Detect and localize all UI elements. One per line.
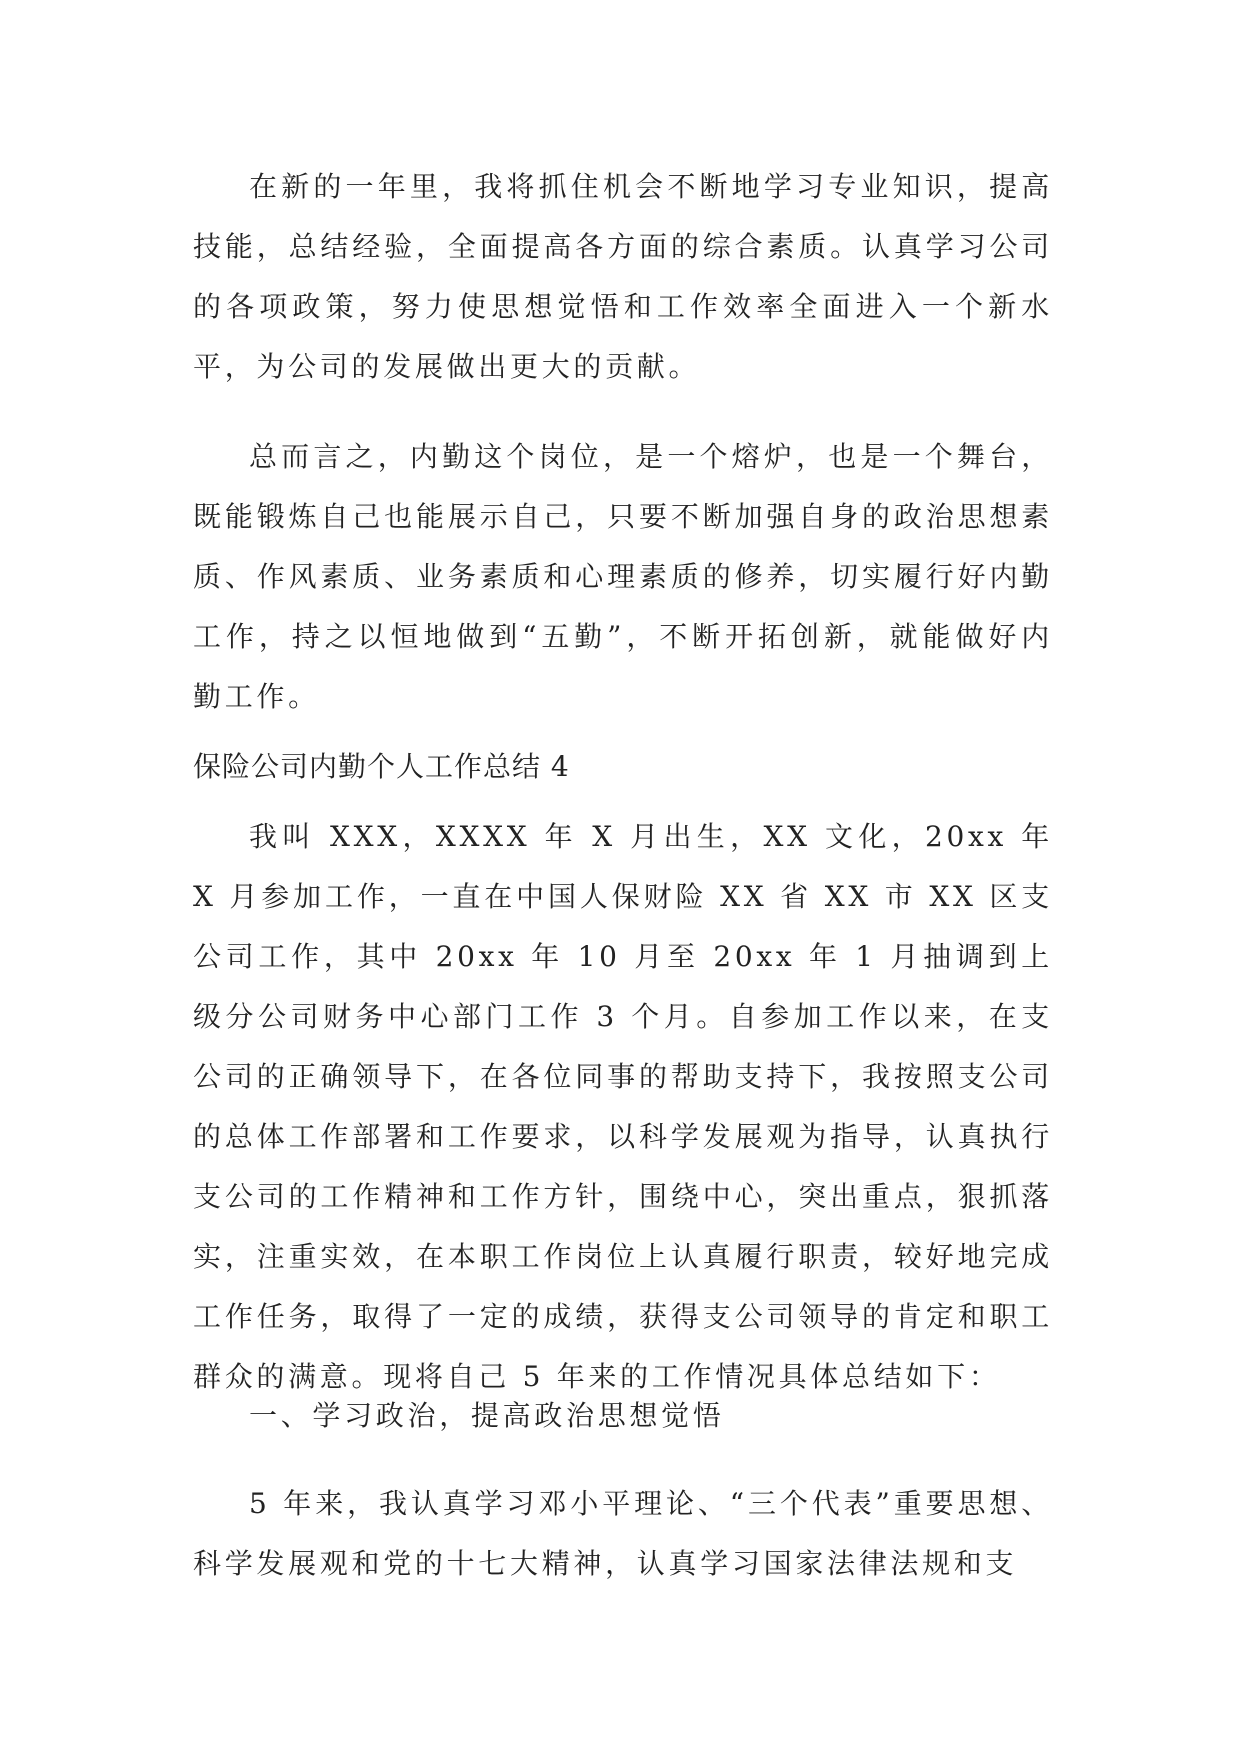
section-heading: 保险公司内勤个人工作总结 4 (193, 750, 570, 783)
paragraph-study-details: 5 年来，我认真学习邓小平理论、“三个代表”重要思想、科学发展观和党的十七大精神，认真学习国家法律法规和支 (193, 1487, 1053, 1580)
subheading-study-politics: 一、学习政治，提高政治思想觉悟 (249, 1399, 725, 1432)
paragraph-introduction: 我叫 XXX，XXXX 年 X 月出生，XX 文化，20xx 年 X 月参加工作，一直在中国人保财险 XX 省 XX 市 XX 区支公司工作，其中 20xx 年 10 月至 20xx 年 1 月抽调到上级分公司财务中心部门工作 3 个月。自参加工作以来，在支公司的正确领导下，在各位同事的帮助支持下，我按照支公司的总体工作部署和工作要求，以科学发展观为指导，认真执行支公司的工作精神和工作方针，围绕中心，突出重点，狠抓落实，注重实效，在本职工作岗位上认真履行职责，较好地完成工作任务，取得了一定的成绩，获得支公司领导的肯定和职工群众的满意。现将自己 5 年来的工作情况具体总结如下： (193, 820, 1053, 1393)
paragraph-conclusion: 总而言之，内勤这个岗位，是一个熔炉，也是一个舞台，既能锻炼自己也能展示自己，只要不断加强自身的政治思想素质、作风素质、业务素质和心理素质的修养，切实履行好内勤工作，持之以恒地做到“五勤”，不断开拓创新，就能做好内勤工作。 (193, 440, 1053, 713)
paragraph-new-year-plan: 在新的一年里，我将抓住机会不断地学习专业知识，提高技能，总结经验，全面提高各方面的综合素质。认真学习公司的各项政策，努力使思想觉悟和工作效率全面进入一个新水平，为公司的发展做出更大的贡献。 (193, 170, 1053, 383)
